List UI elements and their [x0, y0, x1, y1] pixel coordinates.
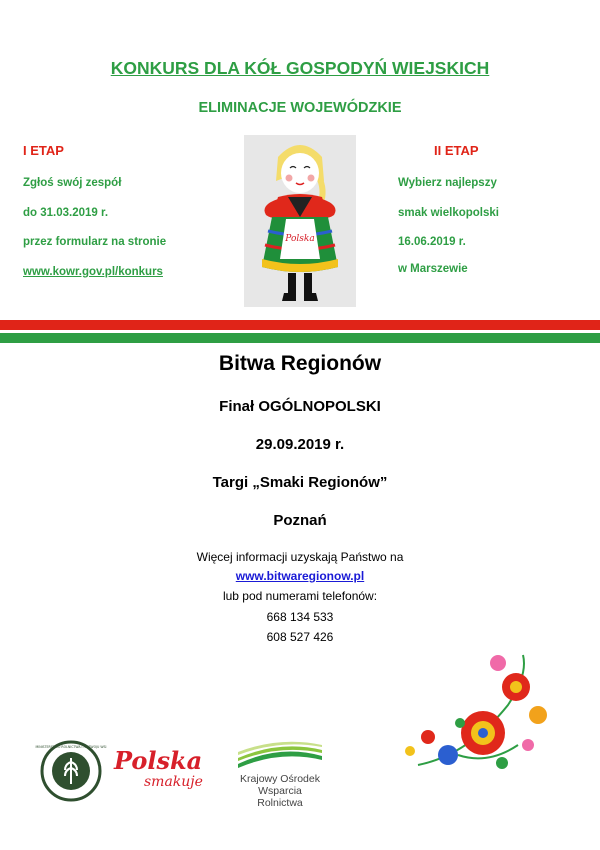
polska-logo-text: Polska [114, 746, 203, 775]
stage1-line: do 31.03.2019 r. [23, 207, 109, 219]
ministry-logo-text: MINISTERSTWO ROLNICTWA I ROZWOJU WSI [35, 745, 107, 749]
red-stripe [0, 320, 600, 330]
stage1-line: przez formularz na stronie [23, 236, 167, 248]
flower-ornament-icon [398, 645, 558, 795]
info-intro: Więcej informacji uzyskają Państwo na [196, 550, 404, 564]
folk-woman-illustration [244, 135, 356, 307]
stage2-label: II ETAP [434, 143, 479, 158]
kowr-line2: Wsparcia Rolnictwa [257, 785, 303, 809]
stage2-line: smak wielkopolski [398, 207, 499, 219]
kowr-fields-icon [234, 742, 326, 768]
stage1-line: Zgłoś swój zespół [23, 177, 122, 189]
folk-woman-icon [244, 135, 356, 307]
final-type: Finał OGÓLNOPOLSKI [219, 398, 381, 415]
green-stripe [0, 333, 600, 343]
kowr-logo [234, 742, 326, 809]
phone-number: 668 134 533 [266, 610, 334, 624]
folk-flowers-decoration [398, 645, 558, 795]
final-event: Targi „Smaki Regionów” [212, 474, 388, 491]
smakuje-logo-text: smakuje [144, 774, 203, 790]
page-title: KONKURS DLA KÓŁ GOSPODYŃ WIEJSKICH [110, 58, 490, 78]
phone-number: 608 527 426 [266, 630, 334, 644]
final-date: 29.09.2019 r. [255, 436, 345, 453]
apron-text: Polska [285, 234, 315, 244]
phones-label: lub pod numerami telefonów: [222, 589, 378, 603]
stage2-line: Wybierz najlepszy [398, 177, 497, 189]
stage2-line: 16.06.2019 r. [398, 236, 466, 248]
stage1-label: I ETAP [23, 143, 64, 158]
final-name: Bitwa Regionów [218, 352, 382, 375]
page-subtitle: ELIMINACJE WOJEWÓDZKIE [198, 100, 402, 116]
stage2-line: w Marszewie [398, 263, 468, 275]
info-link[interactable]: www.bitwaregionow.pl [235, 569, 365, 583]
final-city: Poznań [273, 512, 327, 529]
ministry-logo [35, 740, 107, 802]
stage1-link[interactable]: www.kowr.gov.pl/konkurs [23, 266, 163, 278]
kowr-line1: Krajowy Ośrodek [240, 773, 320, 785]
polska-smakuje-logo [114, 748, 224, 798]
